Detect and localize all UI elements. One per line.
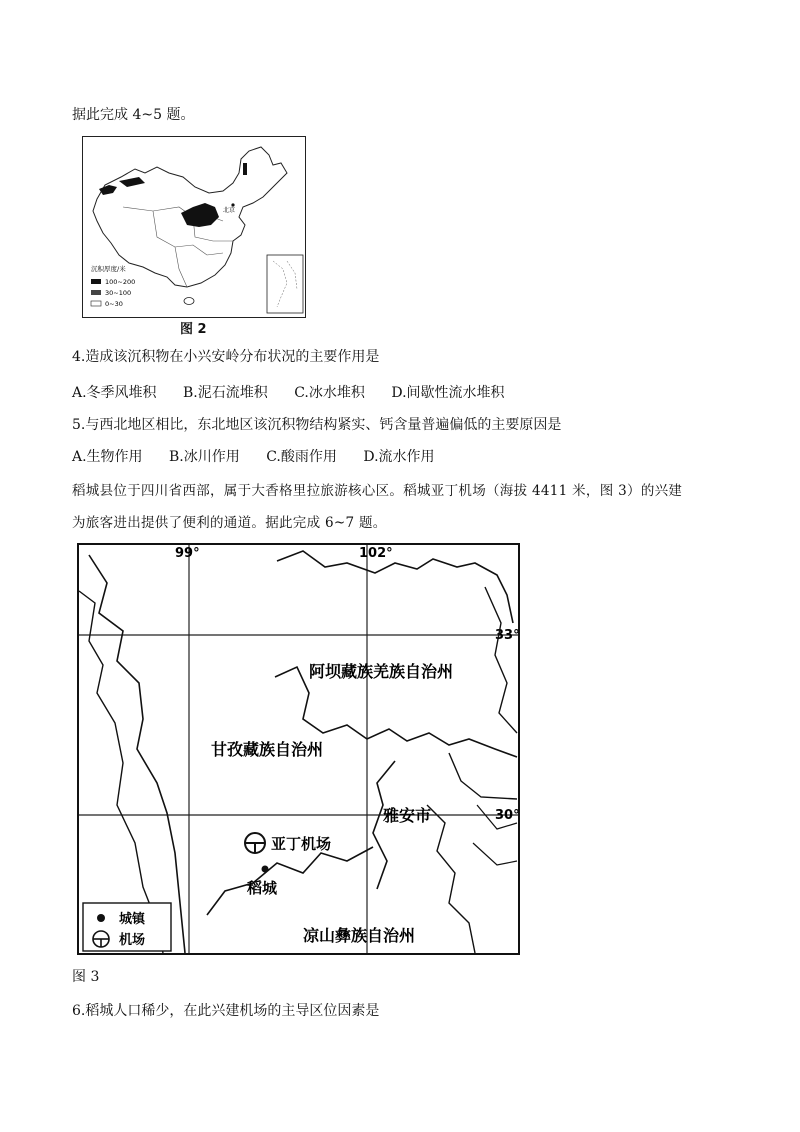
south-china-sea-inset: [267, 255, 303, 313]
q4-option-b[interactable]: B.泥石流堆积: [183, 385, 268, 401]
figure-2-map: [82, 136, 306, 318]
q4-option-c[interactable]: C.冰水堆积: [294, 385, 365, 401]
passage-line-2: 为旅客进出提供了便利的通道。据此完成 6~7 题。: [72, 515, 387, 531]
q5-option-b[interactable]: B.冰川作用: [169, 449, 240, 465]
lon-label-99: 99°: [175, 546, 200, 561]
lat-label-33: 33°: [495, 628, 520, 643]
fig2-legend-item-1: 100~200: [105, 278, 136, 286]
fig2-legend-title: 沉积厚度/米: [91, 265, 126, 273]
airport-label: 亚丁机场: [271, 835, 332, 853]
fig3-legend-airport-label: 机场: [119, 933, 146, 948]
q5-stem: 5.与西北地区相比，东北地区该沉积物结构紧实、钙含量普遍偏低的主要原因是: [72, 417, 562, 433]
q4-option-a[interactable]: A.冬季风堆积: [72, 385, 157, 401]
legend-town-dot-icon: [97, 914, 105, 922]
town-label: 稻城: [247, 879, 278, 897]
china-map-graphic: [83, 137, 305, 317]
region-aba: 阿坝藏族羌族自治州: [309, 662, 454, 681]
region-ganzi: 甘孜藏族自治州: [211, 740, 324, 759]
fig2-legend-item-3: 0~30: [105, 300, 123, 308]
town-dot-icon: [262, 866, 269, 873]
legend-swatch-thin: [91, 301, 101, 306]
figure-2-caption: 图 2: [180, 322, 207, 337]
beijing-label: 北京: [223, 207, 236, 214]
figure-3-map: [77, 543, 520, 955]
passage-line-1: 稻城县位于四川省西部，属于大香格里拉旅游核心区。稻城亚丁机场（海拔 4411 米，图 3）的兴建: [72, 483, 683, 499]
sichuan-map-graphic: [77, 543, 520, 955]
q4-options: [72, 382, 527, 402]
q4-option-d[interactable]: D.间歇性流水堆积: [391, 385, 505, 401]
figure-3-caption: 图 3: [72, 969, 100, 985]
legend-swatch-medium: [91, 290, 101, 295]
q5-option-a[interactable]: A.生物作用: [72, 449, 143, 465]
legend-swatch-thick: [91, 279, 101, 284]
sediment-patch-northeast: [243, 163, 247, 175]
airport-icon: [245, 833, 265, 853]
lon-label-102: 102°: [359, 546, 393, 561]
region-liangshan: 凉山彝族自治州: [303, 926, 416, 945]
legend-airport-icon: [93, 931, 109, 947]
q5-option-c[interactable]: C.酸雨作用: [266, 449, 337, 465]
intro-4-5: 据此完成 4~5 题。: [72, 107, 195, 123]
q4-stem: 4.造成该沉积物在小兴安岭分布状况的主要作用是: [72, 349, 380, 365]
fig3-legend-town-label: 城镇: [119, 912, 146, 927]
q5-option-d[interactable]: D.流水作用: [363, 449, 435, 465]
region-yaan: 雅安市: [383, 806, 432, 825]
q5-options: [72, 446, 457, 466]
q6-stem: 6.稻城人口稀少，在此兴建机场的主导区位因素是: [72, 1003, 380, 1019]
lat-label-30: 30°: [495, 808, 520, 823]
fig2-legend-item-2: 30~100: [105, 289, 132, 297]
